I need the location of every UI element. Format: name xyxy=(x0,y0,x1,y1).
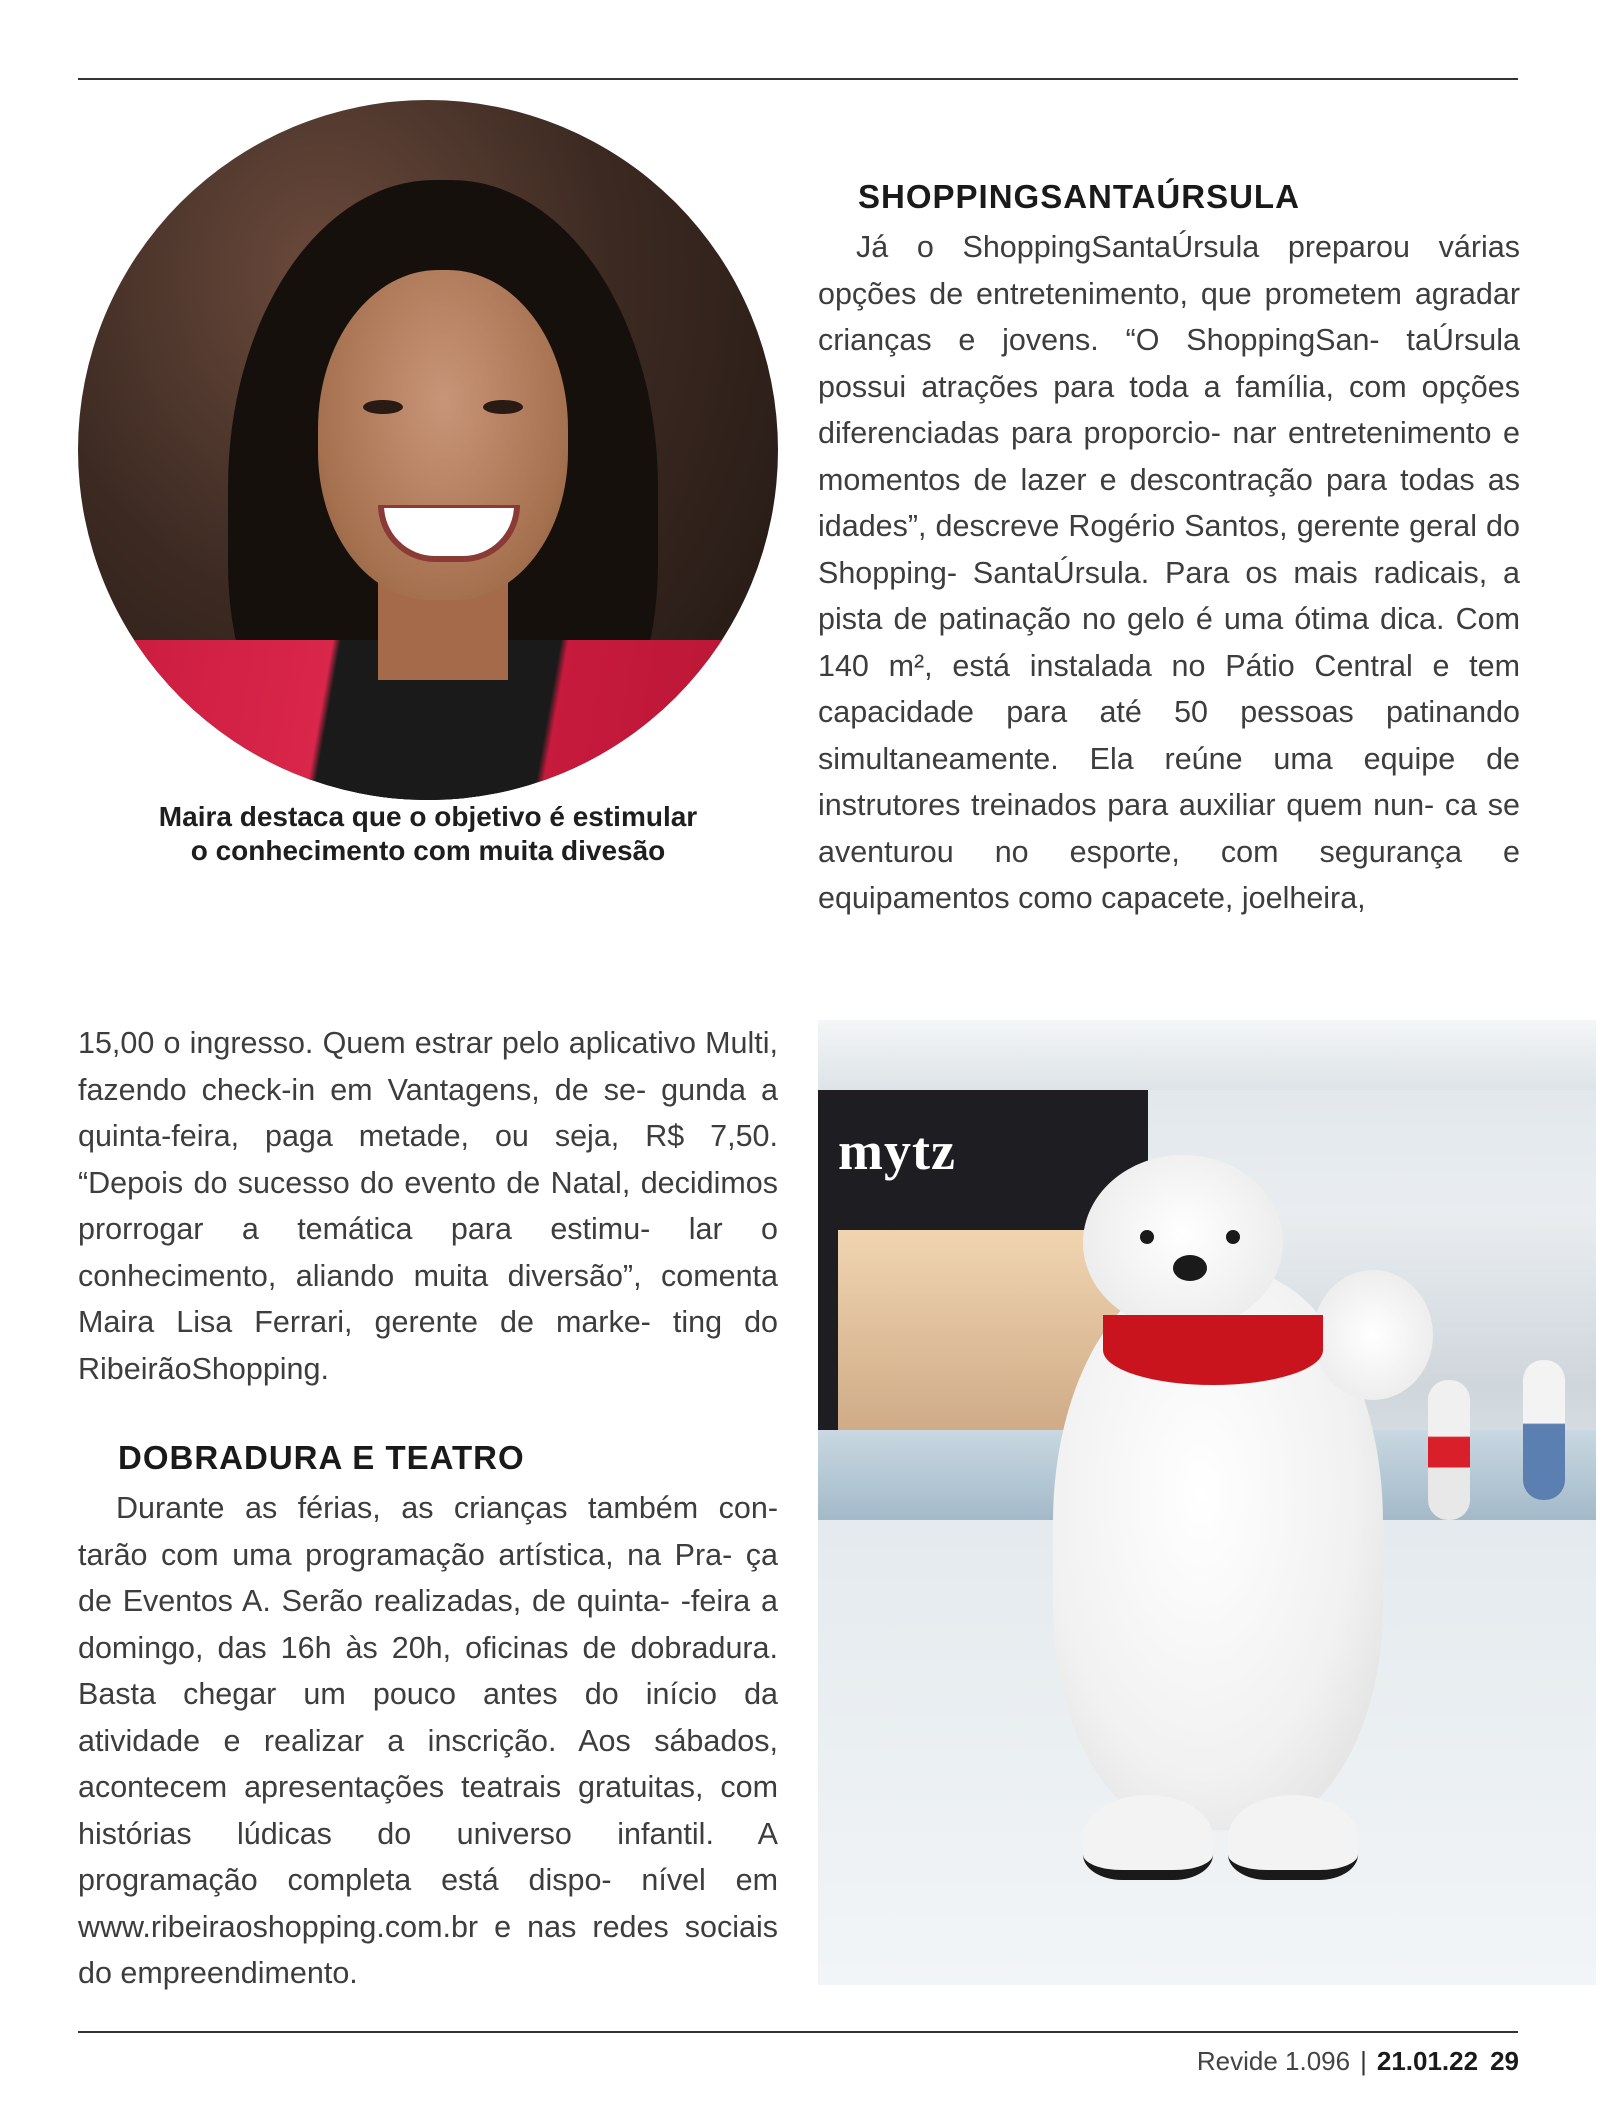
dobradura-line: tarão com uma programação artística, na Pra- xyxy=(78,1537,733,1572)
caption-line-2: o conhecimento com muita divesão xyxy=(190,835,666,866)
santa-line: nar entretenimento e momentos de lazer e xyxy=(818,416,1520,497)
bear-eye-right xyxy=(1226,1230,1240,1244)
santa-line: patinação no gelo é uma ótima dica. Com xyxy=(938,602,1520,636)
bear-foot-left xyxy=(1083,1795,1213,1880)
continuation-line: comenta Maira Lisa Ferrari, gerente de marke- xyxy=(78,1258,778,1339)
dobradura-line: nível em www.ribeiraoshopping.com.br e nas xyxy=(78,1863,778,1944)
continuation-line: decidimos prorrogar a temática para estimu- xyxy=(78,1165,778,1246)
bear-red-scarf xyxy=(1103,1315,1323,1385)
dobradura-line: início da atividade e realizar a inscrição. Aos xyxy=(78,1677,778,1758)
mall-ceiling xyxy=(818,1020,1596,1090)
santa-ursula-paragraph xyxy=(818,224,1520,922)
continuation-line: ting do RibeirãoShopping. xyxy=(78,1305,778,1386)
continuation-line: lar o conhecimento, aliando muita diversão”, xyxy=(78,1212,778,1293)
continuation-line: Multi, fazendo check-in em Vantagens, de se- xyxy=(78,1026,778,1107)
skater xyxy=(1523,1360,1565,1500)
santa-line: taÚrsula possui atrações para toda a família, xyxy=(818,323,1520,404)
portrait-eye-left xyxy=(363,400,403,414)
continuation-line: gunda a quinta-feira, paga metade, ou seja, R$ xyxy=(78,1072,779,1153)
santa-line: descontração para todas as idades”, descreve xyxy=(818,462,1520,543)
bear-foot-right xyxy=(1228,1795,1358,1880)
santa-line: com opções diferenciadas para proporcio- xyxy=(818,369,1520,450)
footer-separator: | xyxy=(1360,2046,1367,2076)
dobradura-paragraph xyxy=(78,1485,778,1997)
santa-line: ca se aventurou no esporte, com segurança xyxy=(818,788,1520,869)
portrait-eye-right xyxy=(483,400,523,414)
santa-line: Já o ShoppingSantaÚrsula preparou várias xyxy=(856,230,1520,264)
footer-date: 21.01.22 xyxy=(1376,2046,1479,2076)
bear-eye-left xyxy=(1140,1230,1154,1244)
dobradura-line: gratuitas, com histórias lúdicas do universo xyxy=(78,1770,778,1851)
santa-line: opções de entretenimento, que prometem xyxy=(818,276,1402,311)
santa-line: Rogério Santos, gerente geral do Shopping- xyxy=(818,509,1520,590)
continuation-paragraph xyxy=(78,1020,778,1392)
bear-head xyxy=(1083,1155,1283,1330)
santa-line: SantaÚrsula. Para os mais radicais, a pista de xyxy=(818,555,1520,636)
heading-dobradura-e-teatro: DOBRADURA E TEATRO xyxy=(118,1439,525,1476)
caption-line-1: Maira destaca que o objetivo é estimular xyxy=(158,801,698,832)
bottom-rule xyxy=(78,2031,1518,2033)
portrait-photo xyxy=(78,100,778,800)
santa-line: e equipamentos como capacete, joelheira, xyxy=(818,834,1520,915)
portrait-caption xyxy=(78,800,778,868)
polar-bear-photo xyxy=(818,1020,1596,1985)
dobradura-line: sábados, acontecem apresentações teatrais xyxy=(78,1723,778,1804)
dobradura-line: infantil. A programação completa está dispo- xyxy=(78,1816,778,1897)
page-footer xyxy=(1197,2046,1519,2077)
santa-line: simultaneamente. Ela reúne uma equipe de xyxy=(818,741,1520,776)
footer-page-number: 29 xyxy=(1490,2046,1519,2076)
continuation-line: 7,50. “Depois do sucesso do evento de Natal, xyxy=(78,1119,778,1200)
santa-line: 140 m², está instalada no Pátio Central e tem xyxy=(818,648,1520,683)
dobradura-line: redes sociais do empreendimento. xyxy=(78,1909,778,1990)
dobradura-line: -feira a domingo, das 16h às 20h, oficinas de xyxy=(78,1584,778,1665)
santa-line: capacidade para até 50 pessoas patinando xyxy=(818,695,1520,729)
santa-line: agradar crianças e jovens. “O ShoppingSan- xyxy=(818,276,1520,357)
footer-publication: Revide 1.096 xyxy=(1196,2046,1351,2076)
dobradura-line: dobradura. Basta chegar um pouco antes do xyxy=(78,1630,778,1711)
dobradura-line: Durante as férias, as crianças também con- xyxy=(116,1491,778,1525)
store-sign: mytz xyxy=(838,1121,956,1181)
bear-waving-paw xyxy=(1313,1270,1433,1400)
santa-line: instrutores treinados para auxiliar quem nun- xyxy=(818,788,1435,822)
bear-nose xyxy=(1173,1255,1207,1281)
continuation-line: 15,00 o ingresso. Quem estrar pelo aplicativo xyxy=(78,1026,696,1060)
top-rule xyxy=(78,78,1518,80)
skater xyxy=(1428,1380,1470,1520)
dobradura-line: ça de Eventos A. Serão realizadas, de quinta- xyxy=(78,1537,778,1618)
heading-shoppingsantaursula: SHOPPINGSANTAÚRSULA xyxy=(858,178,1300,215)
